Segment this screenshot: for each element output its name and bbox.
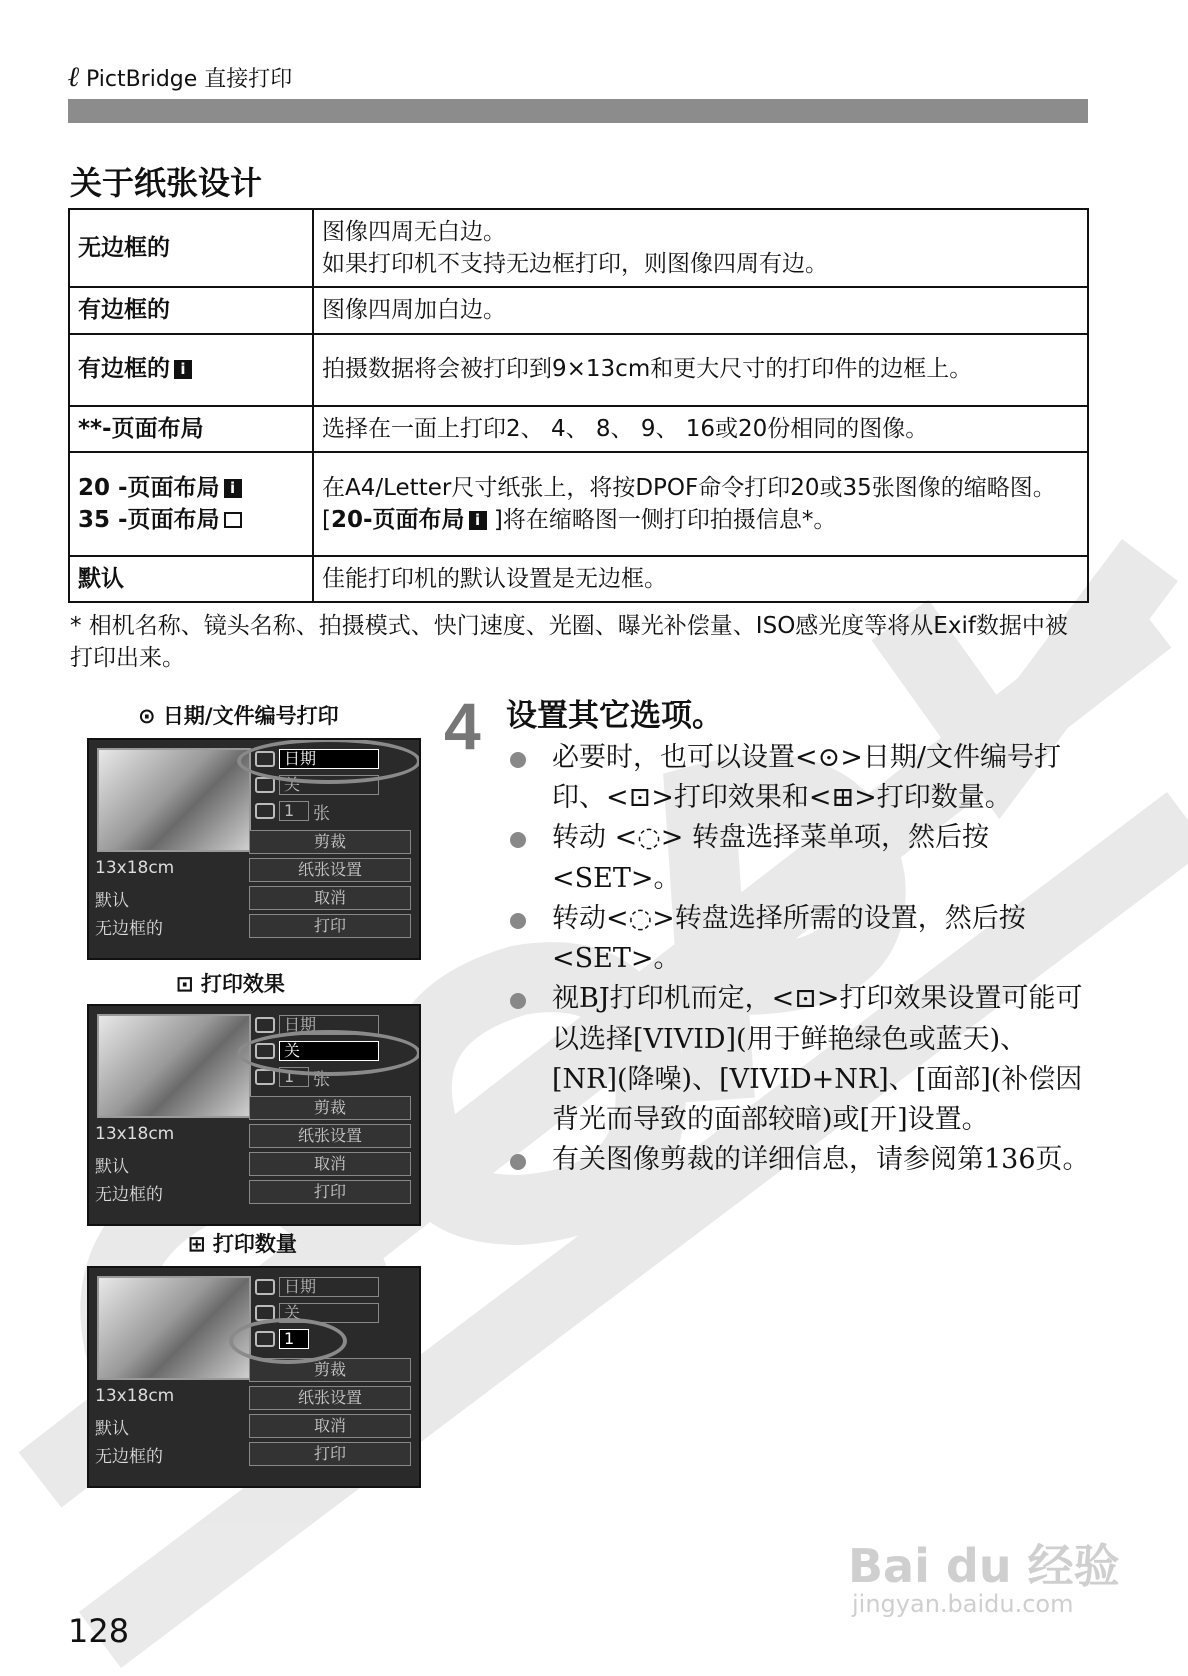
table-value-line: 在A4/Letter尺寸纸张上，将按DPOF命令打印20或35张图像的缩略图。 xyxy=(322,474,1056,501)
list-item: 转动<◌>转盘选择所需的设置，然后按<SET>。 xyxy=(510,899,1090,979)
list-item: 转动 <◌> 转盘选择菜单项，然后按<SET>。 xyxy=(510,818,1090,898)
date-icon xyxy=(255,1279,275,1295)
footnote: * 相机名称、镜头名称、拍摄模式、快门速度、光圈、曝光补偿量、ISO感光度等将从Exif数据中被打印出来。 xyxy=(70,613,1068,672)
camera-screen-effect xyxy=(87,1004,421,1226)
thumbnail-image xyxy=(97,1014,251,1118)
table-row xyxy=(69,406,1088,452)
list-item: 视BJ打印机而定，<⊡>打印效果设置可能可以选择[VIVID](用于鲜艳绿色或蓝天)、[NR](降噪)、[VIVID+NR]、[面部](补偿因背光而导致的面部较暗)或[开]设置。 xyxy=(510,979,1090,1140)
date-value[interactable]: 日期 xyxy=(279,749,379,769)
paper-size: 13x18cm xyxy=(95,858,175,878)
table-value: 佳能打印机的默认设置是无边框。 xyxy=(313,556,1088,602)
layout-type: 无边框的 xyxy=(95,1185,163,1205)
table-row xyxy=(69,209,1088,287)
layout-type: 无边框的 xyxy=(95,919,163,939)
list-item: 有关图像剪裁的详细信息，请参阅第136页。 xyxy=(510,1140,1090,1180)
pictbridge-icon: ℓ xyxy=(68,60,80,93)
effect-value[interactable]: 关 xyxy=(279,775,379,795)
info-icon: i xyxy=(224,479,242,498)
table-key: 有边框的 xyxy=(69,287,313,333)
highlight-oval xyxy=(229,1318,347,1364)
table-value: 在A4/Letter尺寸纸张上，将按DPOF命令打印20或35张图像的缩略图。 [20-页面布局 i ]将在缩略图一侧打印拍摄信息*。 xyxy=(313,452,1088,556)
step-number: 4 xyxy=(444,689,481,763)
screen-label-text: 打印数量 xyxy=(212,1232,297,1256)
copies-unit: 张 xyxy=(313,1069,330,1090)
step-bullets xyxy=(510,738,1090,1180)
camera-screen-copies xyxy=(87,1266,421,1488)
info-icon: i xyxy=(469,511,487,530)
layout-type: 无边框的 xyxy=(95,1447,163,1467)
table-value: 拍摄数据将会被打印到9×13cm和更大尺寸的打印件的边框上。 xyxy=(313,334,1088,406)
camera-screen-date xyxy=(87,738,421,960)
table-key xyxy=(69,452,313,556)
copies-value[interactable]: 1 xyxy=(279,1067,309,1087)
list-item: 必要时，也可以设置<⊙>日期/文件编号打印、<⊡>打印效果和<⊞>打印数量。 xyxy=(510,738,1090,818)
thumbnail-image xyxy=(97,748,251,852)
highlight-oval xyxy=(237,738,421,784)
date-value[interactable]: 日期 xyxy=(279,1015,379,1035)
print-button[interactable]: 打印 xyxy=(249,1442,411,1466)
trim-button[interactable]: 剪裁 xyxy=(249,830,411,854)
effect-icon xyxy=(255,777,275,793)
baidu-logo: Bai du 经验 xyxy=(848,1539,1120,1593)
cancel-button[interactable]: 取消 xyxy=(249,886,411,910)
table-row xyxy=(69,556,1088,602)
copies-value[interactable]: 1 xyxy=(279,801,309,821)
paper-size: 13x18cm xyxy=(95,1386,175,1406)
table-key-text: 20 -页面布局 xyxy=(78,474,220,501)
trim-button[interactable]: 剪裁 xyxy=(249,1358,411,1382)
cancel-button[interactable]: 取消 xyxy=(249,1152,411,1176)
copies-unit: 张 xyxy=(313,803,330,824)
screen-label-text: 日期/文件编号打印 xyxy=(162,704,339,728)
table-key: 默认 xyxy=(69,556,313,602)
table-value-line: ]将在缩略图一侧打印拍摄信息*。 xyxy=(486,506,837,533)
paper-type: 默认 xyxy=(95,891,129,911)
print-button[interactable]: 打印 xyxy=(249,1180,411,1204)
table-key-text: 35 -页面布局 xyxy=(78,506,220,533)
section-title: 关于纸张设计 xyxy=(70,164,263,202)
date-icon xyxy=(255,1017,275,1033)
copies-icon xyxy=(255,803,275,819)
paper-type: 默认 xyxy=(95,1419,129,1439)
print-button[interactable]: 打印 xyxy=(249,914,411,938)
trim-button[interactable]: 剪裁 xyxy=(249,1096,411,1120)
screen-label-effect: ⊡ 打印效果 xyxy=(176,972,285,996)
table-key-text: 有边框的 xyxy=(78,356,170,383)
paper-settings-button[interactable]: 纸张设置 xyxy=(249,1124,411,1148)
table-key xyxy=(69,334,313,406)
step-title: 设置其它选项。 xyxy=(506,698,723,734)
running-header xyxy=(68,60,292,94)
paper-settings-button[interactable]: 纸张设置 xyxy=(249,858,411,882)
screen-label-copies: ⊞ 打印数量 xyxy=(188,1232,297,1256)
table-row xyxy=(69,287,1088,333)
baidu-url: jingyan.baidu.com xyxy=(852,1590,1074,1618)
date-value[interactable]: 日期 xyxy=(279,1277,379,1297)
info-icon: i xyxy=(174,360,192,379)
table-value-bold: 20-页面布局 xyxy=(330,506,465,533)
paper-layout-table xyxy=(68,208,1089,603)
table-key: **-页面布局 xyxy=(69,406,313,452)
thumbnail-image xyxy=(97,1276,251,1380)
effect-value[interactable]: 关 xyxy=(279,1303,379,1323)
copies-icon xyxy=(255,1069,275,1085)
film-frame-icon xyxy=(224,512,242,528)
screen-label-date: ⊙ 日期/文件编号打印 xyxy=(138,704,339,728)
cancel-button[interactable]: 取消 xyxy=(249,1414,411,1438)
header-bar xyxy=(68,99,1088,123)
table-row xyxy=(69,452,1088,556)
paper-type: 默认 xyxy=(95,1157,129,1177)
highlight-oval xyxy=(237,1030,421,1076)
table-value: 图像四周无白边。 如果打印机不支持无边框打印，则图像四周有边。 xyxy=(313,209,1088,287)
effect-value[interactable]: 关 xyxy=(279,1041,379,1061)
screen-label-text: 打印效果 xyxy=(200,972,285,996)
table-row xyxy=(69,334,1088,406)
paper-size: 13x18cm xyxy=(95,1124,175,1144)
table-value: 图像四周加白边。 xyxy=(313,287,1088,333)
table-key: 无边框的 xyxy=(69,209,313,287)
header-title: PictBridge 直接打印 xyxy=(85,66,293,92)
copies-value[interactable]: 1 xyxy=(279,1329,309,1349)
page-number: 128 xyxy=(68,1612,130,1650)
paper-settings-button[interactable]: 纸张设置 xyxy=(249,1386,411,1410)
table-value: 选择在一面上打印2、 4、 8、 9、 16或20份相同的图像。 xyxy=(313,406,1088,452)
